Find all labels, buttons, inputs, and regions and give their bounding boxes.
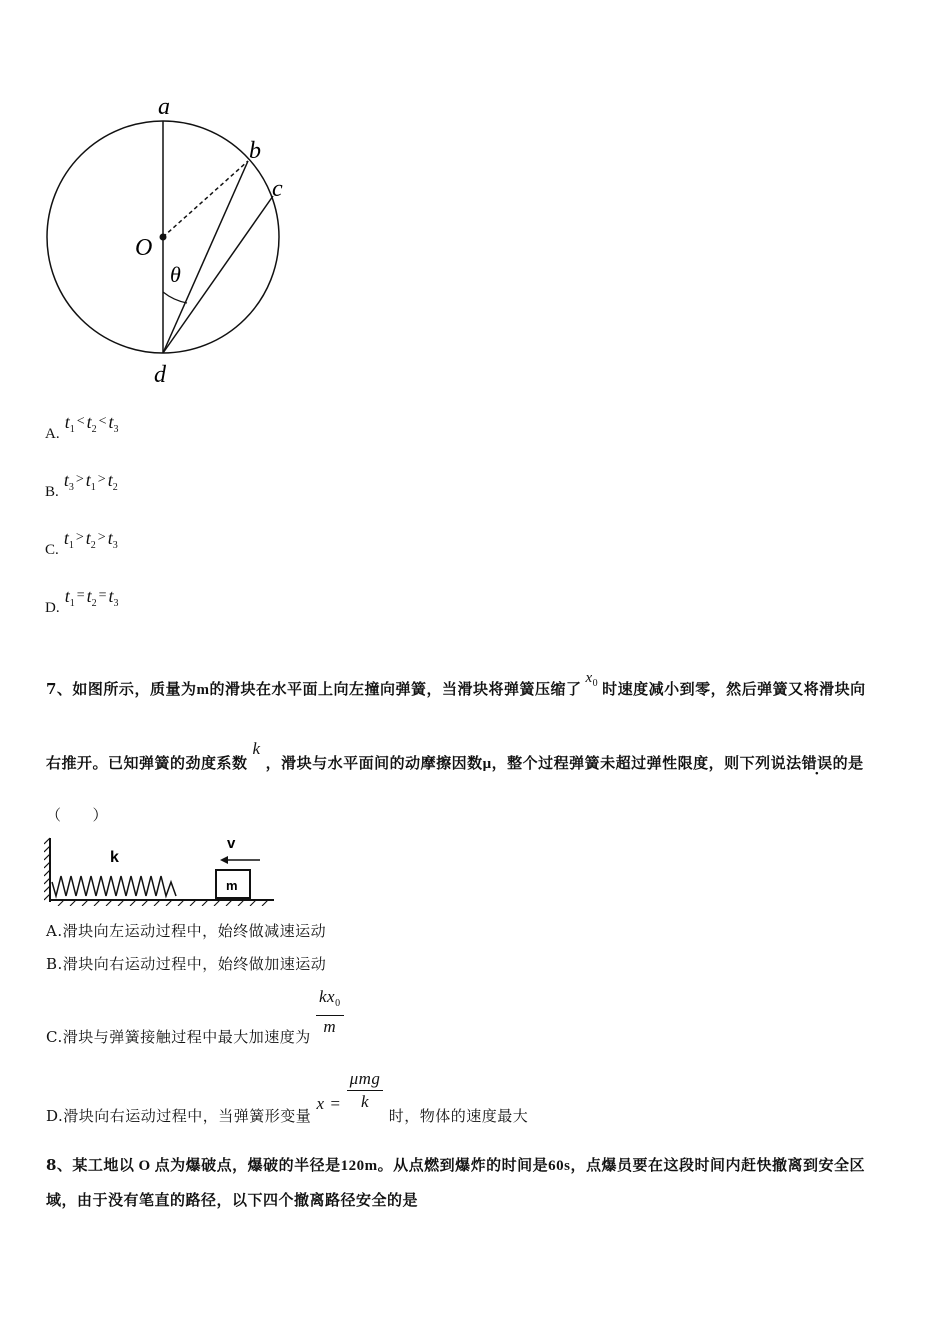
q6-option-c[interactable] [45, 528, 118, 558]
label-O: O [135, 235, 153, 261]
option-expression: $t_1> t_2> t_3$ [63, 528, 118, 551]
q7-stem-line1: 7、如图所示，质量为m的滑块在水平面上向左撞向弹簧，当滑块将弹簧压缩了$x_0$ 时速度减小到零，然后弹簧又将滑块向 [46, 670, 866, 698]
q7-answer-bracket: （ ） [46, 806, 109, 824]
x0-symbol: $x_0$ [585, 670, 599, 689]
q7-option-c[interactable]: C.滑块与弹簧接触过程中最大加速度为 $\frac{kx_0}{m}$ [46, 986, 344, 1038]
circle-diagram [40, 90, 300, 390]
option-letter: C. [45, 542, 59, 558]
label-b: b [249, 138, 261, 164]
option-letter: D. [45, 600, 60, 616]
q7-option-a[interactable]: A.滑块向左运动过程中，始终做减速运动 [46, 922, 327, 940]
label-c: c [272, 176, 283, 202]
q6-option-a[interactable] [45, 412, 119, 442]
spring [52, 876, 176, 896]
q7-option-b[interactable]: B.滑块向右运动过程中，始终做加速运动 [46, 955, 327, 973]
label-a: a [158, 94, 170, 120]
option-expression: $t_1= t_2= t_3$ [64, 586, 119, 609]
option-expression: $t_1< t_2< t_3$ [64, 412, 119, 435]
q8-stem-line2: 域，由于没有笔直的路径，以下四个撤离路径安全的是 [46, 1191, 419, 1209]
q6-option-d[interactable] [45, 586, 119, 616]
k-symbol: k [252, 739, 261, 758]
q8-stem-line1: 8、某工地以 O 点为爆破点，爆破的半径是120m。从点燃到爆炸的时间是60s，点爆员要在这段时间内赶快撤离到安全区 [46, 1156, 866, 1174]
option-expression: $t_3> t_1> t_2$ [63, 470, 118, 493]
fraction-kx0-over-m: $\frac{kx_0}{m}$ [316, 986, 344, 1038]
option-letter: A. [45, 426, 60, 442]
fraction-mumg-over-k: $\frac{\text{μmg}}{k}$ [347, 1068, 384, 1113]
emphasis-wrong: 错误 [801, 754, 833, 772]
q6-option-b[interactable] [45, 470, 118, 500]
k-label: k [110, 849, 119, 866]
theta-arc [163, 292, 187, 303]
block-label: m [226, 878, 238, 893]
label-d: d [154, 362, 166, 388]
center-point [160, 234, 167, 241]
v-label: v [227, 835, 236, 852]
label-theta: θ [170, 262, 181, 287]
radius-ob-dashed [163, 161, 248, 237]
chord-db [163, 161, 248, 353]
spring-block-diagram [44, 832, 280, 906]
option-letter: B. [45, 484, 59, 500]
arrow-head [220, 856, 228, 864]
q7-stem-line2: 右推开。已知弹簧的劲度系数k，滑块与水平面间的动摩擦因数μ，整个过程弹簧未超过弹性限度，则下列说法错误的是 [46, 739, 864, 772]
q7-option-d[interactable]: D.滑块向右运动过程中，当弹簧形变量 x = $\frac{\text{μmg}}{k}$ 时，物体的速度最大 [46, 1069, 529, 1125]
